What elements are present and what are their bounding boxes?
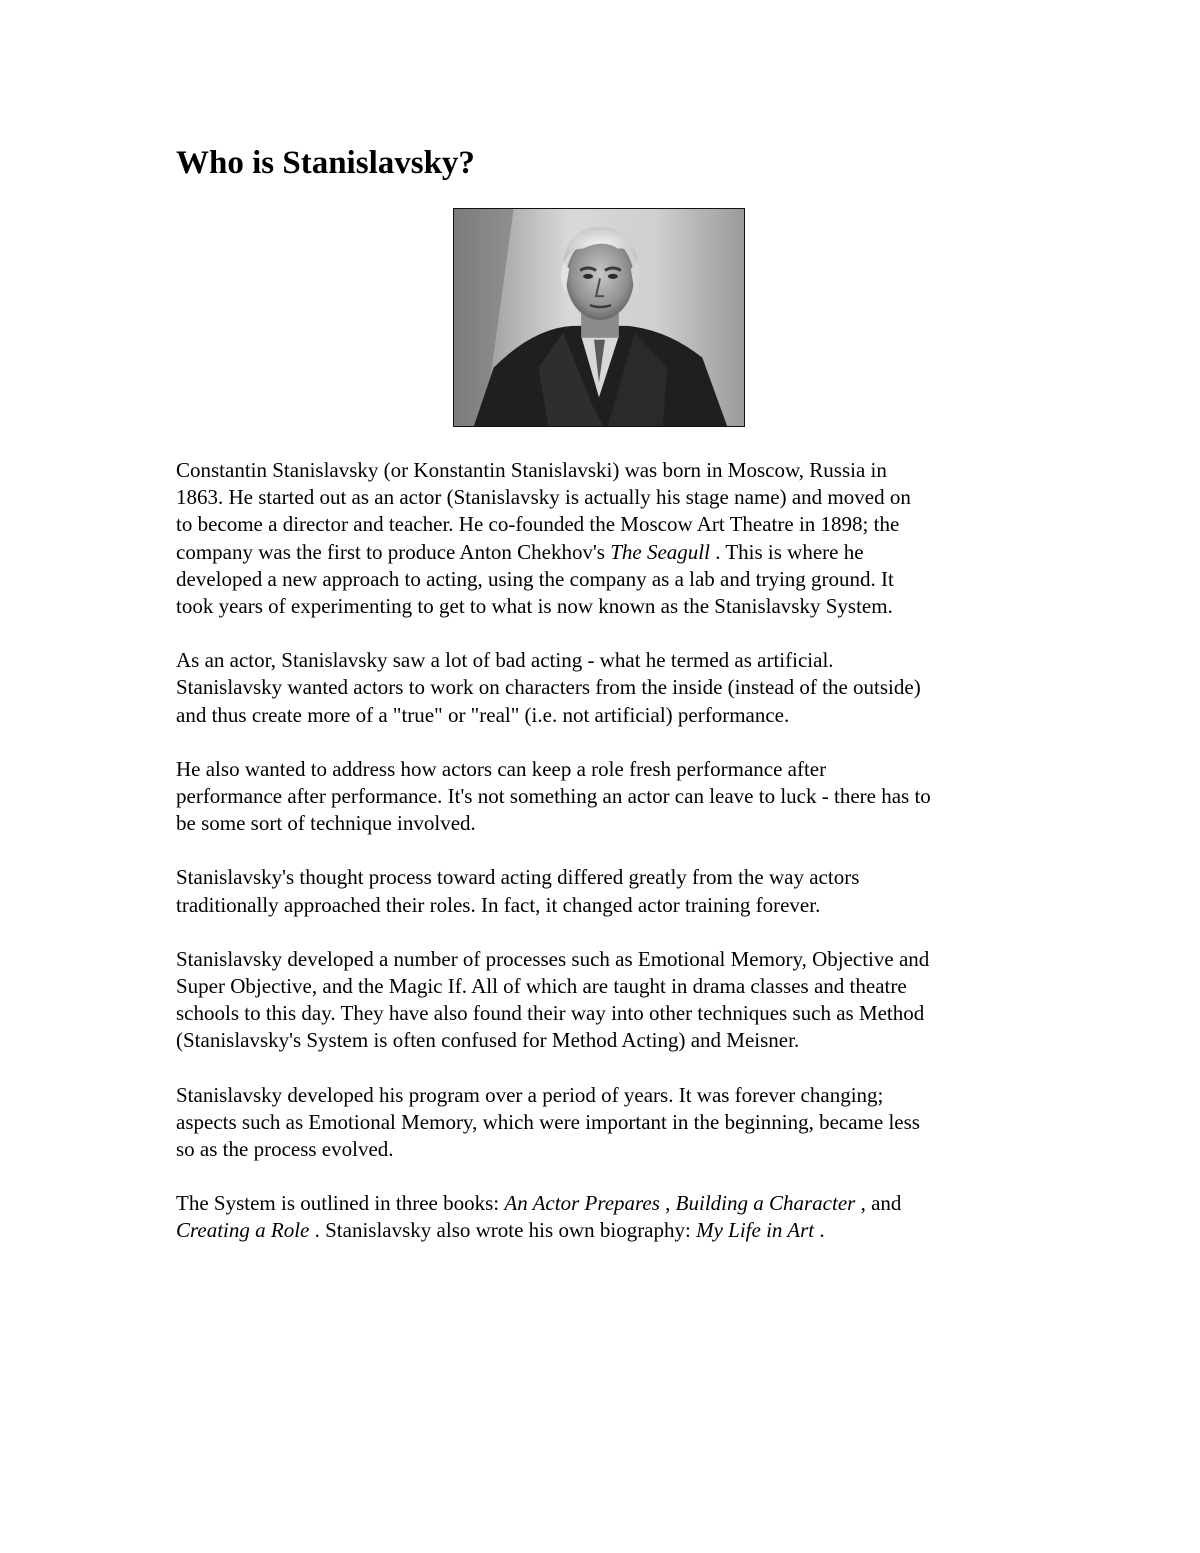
text-line: He also wanted to address how actors can keep a role fresh performance after — [176, 756, 827, 781]
text-line: performance after performance. It's not something an actor can leave to luck - there has to — [176, 784, 931, 809]
text-line: traditionally approached their roles. In fact, it changed actor training forever. — [176, 892, 821, 917]
text-line: 1863. He started out as an actor (Stanislavsky is actually his stage name) and moved on — [176, 485, 911, 510]
article-body — [176, 457, 1036, 1272]
book-title-my-life-in-art: My Life in Art — [696, 1218, 815, 1243]
text-line — [176, 539, 1036, 566]
page-title: Who is Stanislavsky? — [176, 145, 475, 181]
text-fragment: , — [659, 1191, 676, 1216]
paragraph-fresh-performance — [176, 756, 1036, 838]
portrait-photo-icon — [454, 209, 744, 426]
text-line: developed a new approach to acting, using the company as a lab and trying ground. It — [176, 566, 894, 591]
text-line: Stanislavsky developed his program over a period of years. It was forever changing; — [176, 1082, 884, 1107]
paragraph-artificial-acting — [176, 647, 1036, 729]
text-line: so as the process evolved. — [176, 1137, 394, 1162]
text-line: schools to this day. They have also found their way into other techniques such as Method — [176, 1001, 925, 1026]
text-line: As an actor, Stanislavsky saw a lot of bad acting - what he termed as artificial. — [176, 648, 834, 673]
text-line: Stanislavsky wanted actors to work on characters from the inside (instead of the outside) — [176, 675, 921, 700]
book-title-creating-a-role: Creating a Role — [176, 1218, 310, 1243]
paragraph-thought-process — [176, 864, 1036, 918]
text-fragment: . This is where he — [709, 539, 864, 564]
text-line: Stanislavsky's thought process toward acting differed greatly from the way actors — [176, 865, 860, 890]
text-line: took years of experimenting to get to what is now known as the Stanislavsky System. — [176, 594, 893, 619]
paragraph-biography — [176, 457, 1036, 620]
text-fragment: The System is outlined in three books: — [176, 1191, 505, 1216]
paragraph-processes — [176, 946, 1036, 1055]
text-fragment: . Stanislavsky also wrote his own biography: — [309, 1218, 697, 1243]
text-line: Constantin Stanislavsky (or Konstantin Stanislavski) was born in Moscow, Russia in — [176, 458, 887, 482]
paragraph-books — [176, 1190, 1036, 1244]
text-line: to become a director and teacher. He co-founded the Moscow Art Theatre in 1898; the — [176, 512, 900, 537]
text-line: Stanislavsky developed a number of processes such as Emotional Memory, Objective and — [176, 946, 930, 971]
text-fragment: company was the first to produce Anton Chekhov's — [176, 539, 611, 564]
text-line: be some sort of technique involved. — [176, 811, 476, 836]
text-fragment: . — [814, 1218, 825, 1243]
text-line: (Stanislavsky's System is often confused for Method Acting) and Meisner. — [176, 1028, 800, 1053]
portrait-photo — [453, 208, 745, 427]
text-line — [176, 1190, 1036, 1217]
text-line — [176, 1217, 1036, 1244]
text-line: and thus create more of a "true" or "real" (i.e. not artificial) performance. — [176, 702, 790, 727]
book-title-building-a-character: Building a Character — [675, 1191, 856, 1216]
text-line: Super Objective, and the Magic If. All of which are taught in drama classes and theatre — [176, 974, 907, 999]
paragraph-program-evolution — [176, 1082, 1036, 1164]
book-title-an-actor-prepares: An Actor Prepares — [504, 1191, 660, 1216]
text-line: aspects such as Emotional Memory, which were important in the beginning, became less — [176, 1109, 920, 1134]
text-fragment: , and — [855, 1191, 902, 1216]
play-title-seagull: The Seagull — [610, 539, 710, 564]
